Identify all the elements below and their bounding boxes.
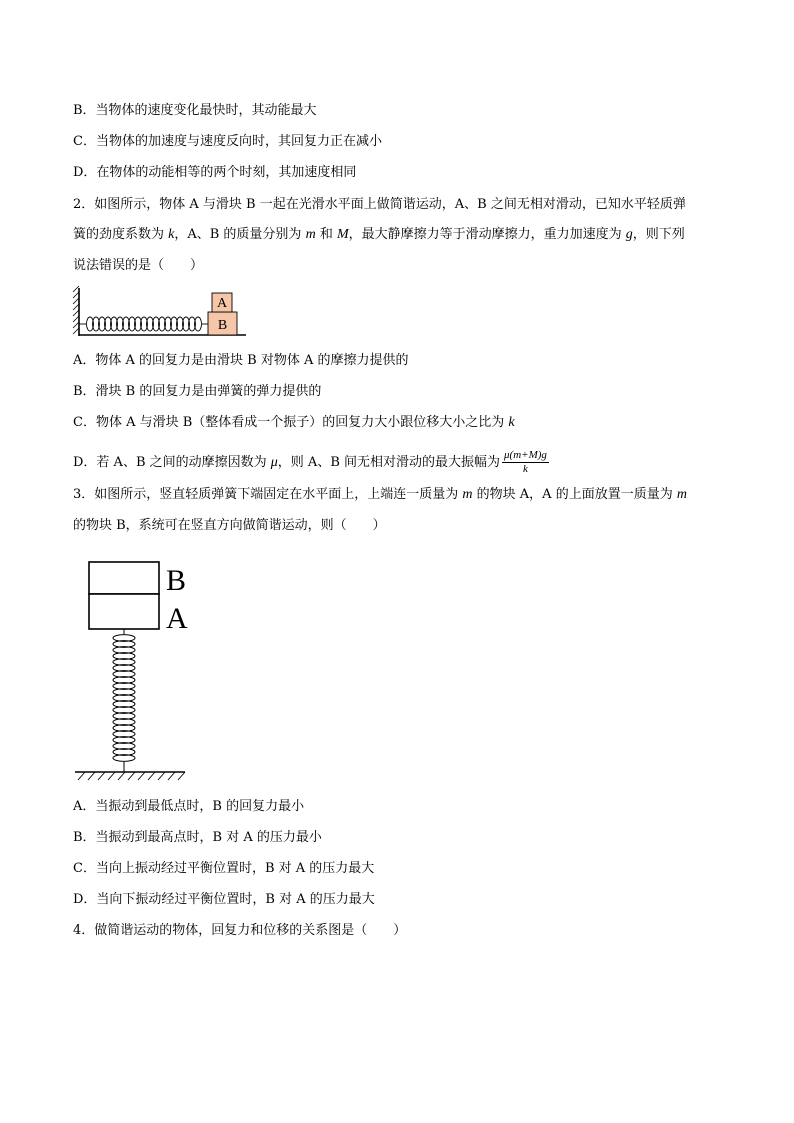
q3-option-b: B．当振动到最高点时，B 对 A 的压力最小 [73,830,322,845]
ground-hatching [78,772,185,780]
label-b: B [166,564,187,597]
q1-option-c: C．当物体的加速度与速度反向时，其回复力正在减小 [73,134,382,149]
q3-option-d: D．当向下振动经过平衡位置时，B 对 A 的压力最大 [73,892,375,907]
q2-option-c: C．物体 A 与滑块 B（整体看成一个振子）的回复力大小跟位移大小之比为 k [73,415,515,430]
label-a: A [166,602,188,635]
q1-option-b: B．当物体的速度变化最快时，其动能最大 [73,103,317,118]
wall-hatching [73,286,79,334]
block-a-label: A [216,296,228,311]
block-b [89,562,159,594]
vertical-spring [113,629,135,772]
block-a [89,594,159,629]
q3-stem-line1: 3．如图所示，竖直轻质弹簧下端固定在水平面上，上端连一质量为 m 的物块 A，A 的上面放置一质量为 m [73,487,687,502]
q2-stem-line2: 簧的劲度系数为 k，A、B 的质量分别为 m 和 M，最大静摩擦力等于滑动摩擦力，重力加速度为 g，则下列 [73,227,685,242]
spring-coils [79,317,208,331]
block-b-label: B [217,318,228,333]
max-amplitude-fraction: $\frac{\mu(m+M)g}{k}$ [504,449,547,475]
q4-stem: 4．做简谐运动的物体，回复力和位移的关系图是（ ） [73,923,407,938]
q2-option-b: B．滑块 B 的回复力是由弹簧的弹力提供的 [73,384,322,399]
q3-vertical-spring-figure [72,558,202,786]
q2-option-a: A．物体 A 的回复力是由滑块 B 对物体 A 的摩擦力提供的 [73,353,409,368]
q3-stem-line2: 的物块 B，系统可在竖直方向做简谐运动，则（ ） [73,518,386,533]
q1-option-d: D．在物体的动能相等的两个时刻，其加速度相同 [73,165,357,180]
q2-stem-line3: 说法错误的是（ ） [73,258,204,273]
q2-spring-figure [72,286,247,340]
q2-option-d: D．若 A、B 之间的动摩擦因数为 μ，则 A、B 间无相对滑动的最大振幅为 $\frac{\mu(m+M)g}{k}$ [73,449,547,475]
q2-stem-line1: 2．如图所示，物体 A 与滑块 B 一起在光滑水平面上做简谐运动，A、B 之间无相对滑动，已知水平轻质弹 [73,197,686,212]
q3-option-c: C．当向上振动经过平衡位置时，B 对 A 的压力最大 [73,861,375,876]
q3-option-a: A．当振动到最低点时，B 的回复力最小 [73,799,305,814]
